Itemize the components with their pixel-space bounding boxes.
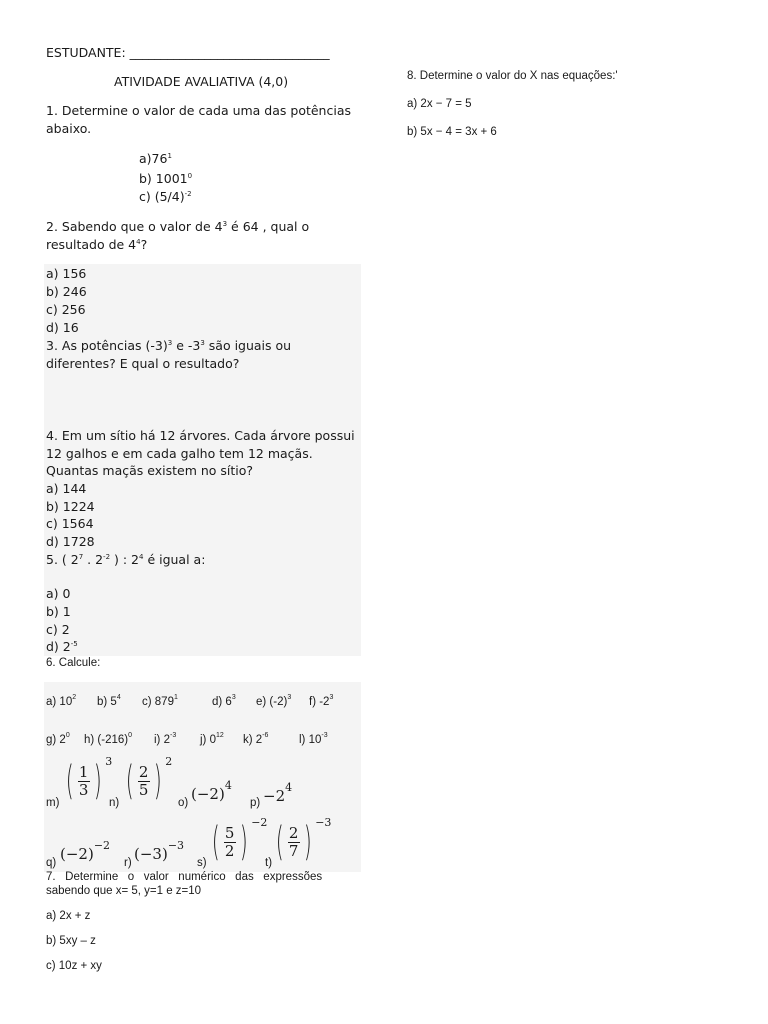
- q6-item-b: b) $5^4$: [97, 694, 121, 708]
- q6-formula-n: ( $\frac{2}{5}$ ) $^2$: [125, 755, 173, 804]
- q6-label-q: q): [46, 857, 57, 869]
- q8-option-a: a) 2x − 7 = 5: [407, 98, 472, 110]
- q6-item-l: l) $10^{-3}$: [299, 732, 328, 746]
- q6-item-e: e) $(-2)^3$: [256, 694, 292, 708]
- q7-option-b: b) 5xy – z: [46, 935, 96, 947]
- q1-item-c: c) $(5/4)^{-2}$: [139, 189, 192, 204]
- q6-label-o: o): [178, 797, 189, 809]
- q6-formula-r: $(-3)^{-3}$: [134, 839, 185, 863]
- student-name-line: ESTUDANTE: ________________________________: [46, 45, 330, 60]
- q6-label-t: t): [265, 857, 273, 869]
- q6-item-c: c) $879^1$: [142, 694, 178, 708]
- q6-item-j: j) $0^{12}$: [200, 732, 224, 746]
- q5-option-b: b) 1: [46, 604, 71, 619]
- q2-option-d: d) 16: [46, 320, 79, 335]
- q4-option-b: b) 1224: [46, 499, 95, 514]
- q6-item-k: k) $2^{-6}$: [243, 732, 269, 746]
- q4-option-a: a) 144: [46, 481, 87, 496]
- question-5-text: 5. ( $2^7$ . $2^{-2}$ ) : $2^4$ é igual a:: [46, 552, 206, 567]
- q5-option-c: c) 2: [46, 622, 70, 637]
- q2-option-b: b) 246: [46, 284, 87, 299]
- q8-option-b: b) 5x − 4 = 3x + 6: [407, 126, 497, 138]
- q7-option-a: a) 2x + z: [46, 910, 91, 922]
- page-title: ATIVIDADE AVALIATIVA (4,0): [114, 74, 289, 89]
- q7-option-c: c) 10z + xy: [46, 960, 102, 972]
- q6-item-f: f) $-2^3$: [309, 694, 334, 708]
- q4-option-c: c) 1564: [46, 516, 94, 531]
- q1-item-b: b) 1001$^0$: [139, 171, 193, 186]
- q6-label-n: n): [109, 797, 120, 809]
- q6-label-s: s): [197, 857, 207, 869]
- q6-formula-m: ( $\frac{1}{3}$ ) $^3$: [65, 755, 113, 804]
- question-2-text: 2. Sabendo que o valor de $4^3$ é 64 , qual o resultado de $4^4$?: [46, 219, 310, 252]
- q6-formula-o: $(-2)^4$: [191, 779, 232, 803]
- q4-option-d: d) 1728: [46, 534, 95, 549]
- q6-formula-s: ( $\frac{5}{2}$ ) $^{-2}$: [211, 816, 268, 865]
- question-1-text: 1. Determine o valor de cada uma das potências abaixo.: [46, 103, 351, 136]
- question-7-text: 7. Determine o valor numérico das expressões sabendo que x= 5, y=1 e z=10: [46, 871, 323, 897]
- question-6-title: 6. Calcule:: [46, 657, 101, 669]
- q6-item-h: h) $(-216)^0$: [84, 732, 133, 746]
- q6-label-p: p): [250, 797, 261, 809]
- q6-formula-p: $-2^4$: [263, 781, 293, 805]
- q1-item-a: $a)76^1$: [139, 151, 172, 166]
- question-8-title: 8. Determine o valor do X nas equações:': [407, 70, 618, 82]
- q6-label-m: m): [46, 797, 60, 809]
- q5-option-a: a) 0: [46, 586, 71, 601]
- q6-item-i: i) $2^{-3}$: [154, 732, 177, 746]
- q6-formula-t: ( $\frac{2}{7}$ ) $^{-3}$: [275, 816, 332, 865]
- q2-option-c: c) 256: [46, 302, 86, 317]
- q6-item-a: a) $10^2$: [46, 694, 77, 708]
- q6-item-d: d) $6^3$: [212, 694, 236, 708]
- q6-label-r: r): [124, 857, 132, 869]
- question-3-text: 3. As potências $(-3)^3$ e $-3^3$ são iguais ou diferentes? E qual o resultado?: [46, 338, 292, 371]
- question-4-text: 4. Em um sítio há 12 árvores. Cada árvore possui 12 galhos e em cada galho tem 12 maçãs. Quantas maçãs existem no sítio?: [46, 428, 355, 478]
- q2-option-a: a) 156: [46, 266, 87, 281]
- q6-formula-q: $(-2)^{-2}$: [60, 839, 111, 863]
- q5-option-d: d) $2^{-5}$: [46, 639, 78, 654]
- q6-item-g: g) $2^0$: [46, 732, 70, 746]
